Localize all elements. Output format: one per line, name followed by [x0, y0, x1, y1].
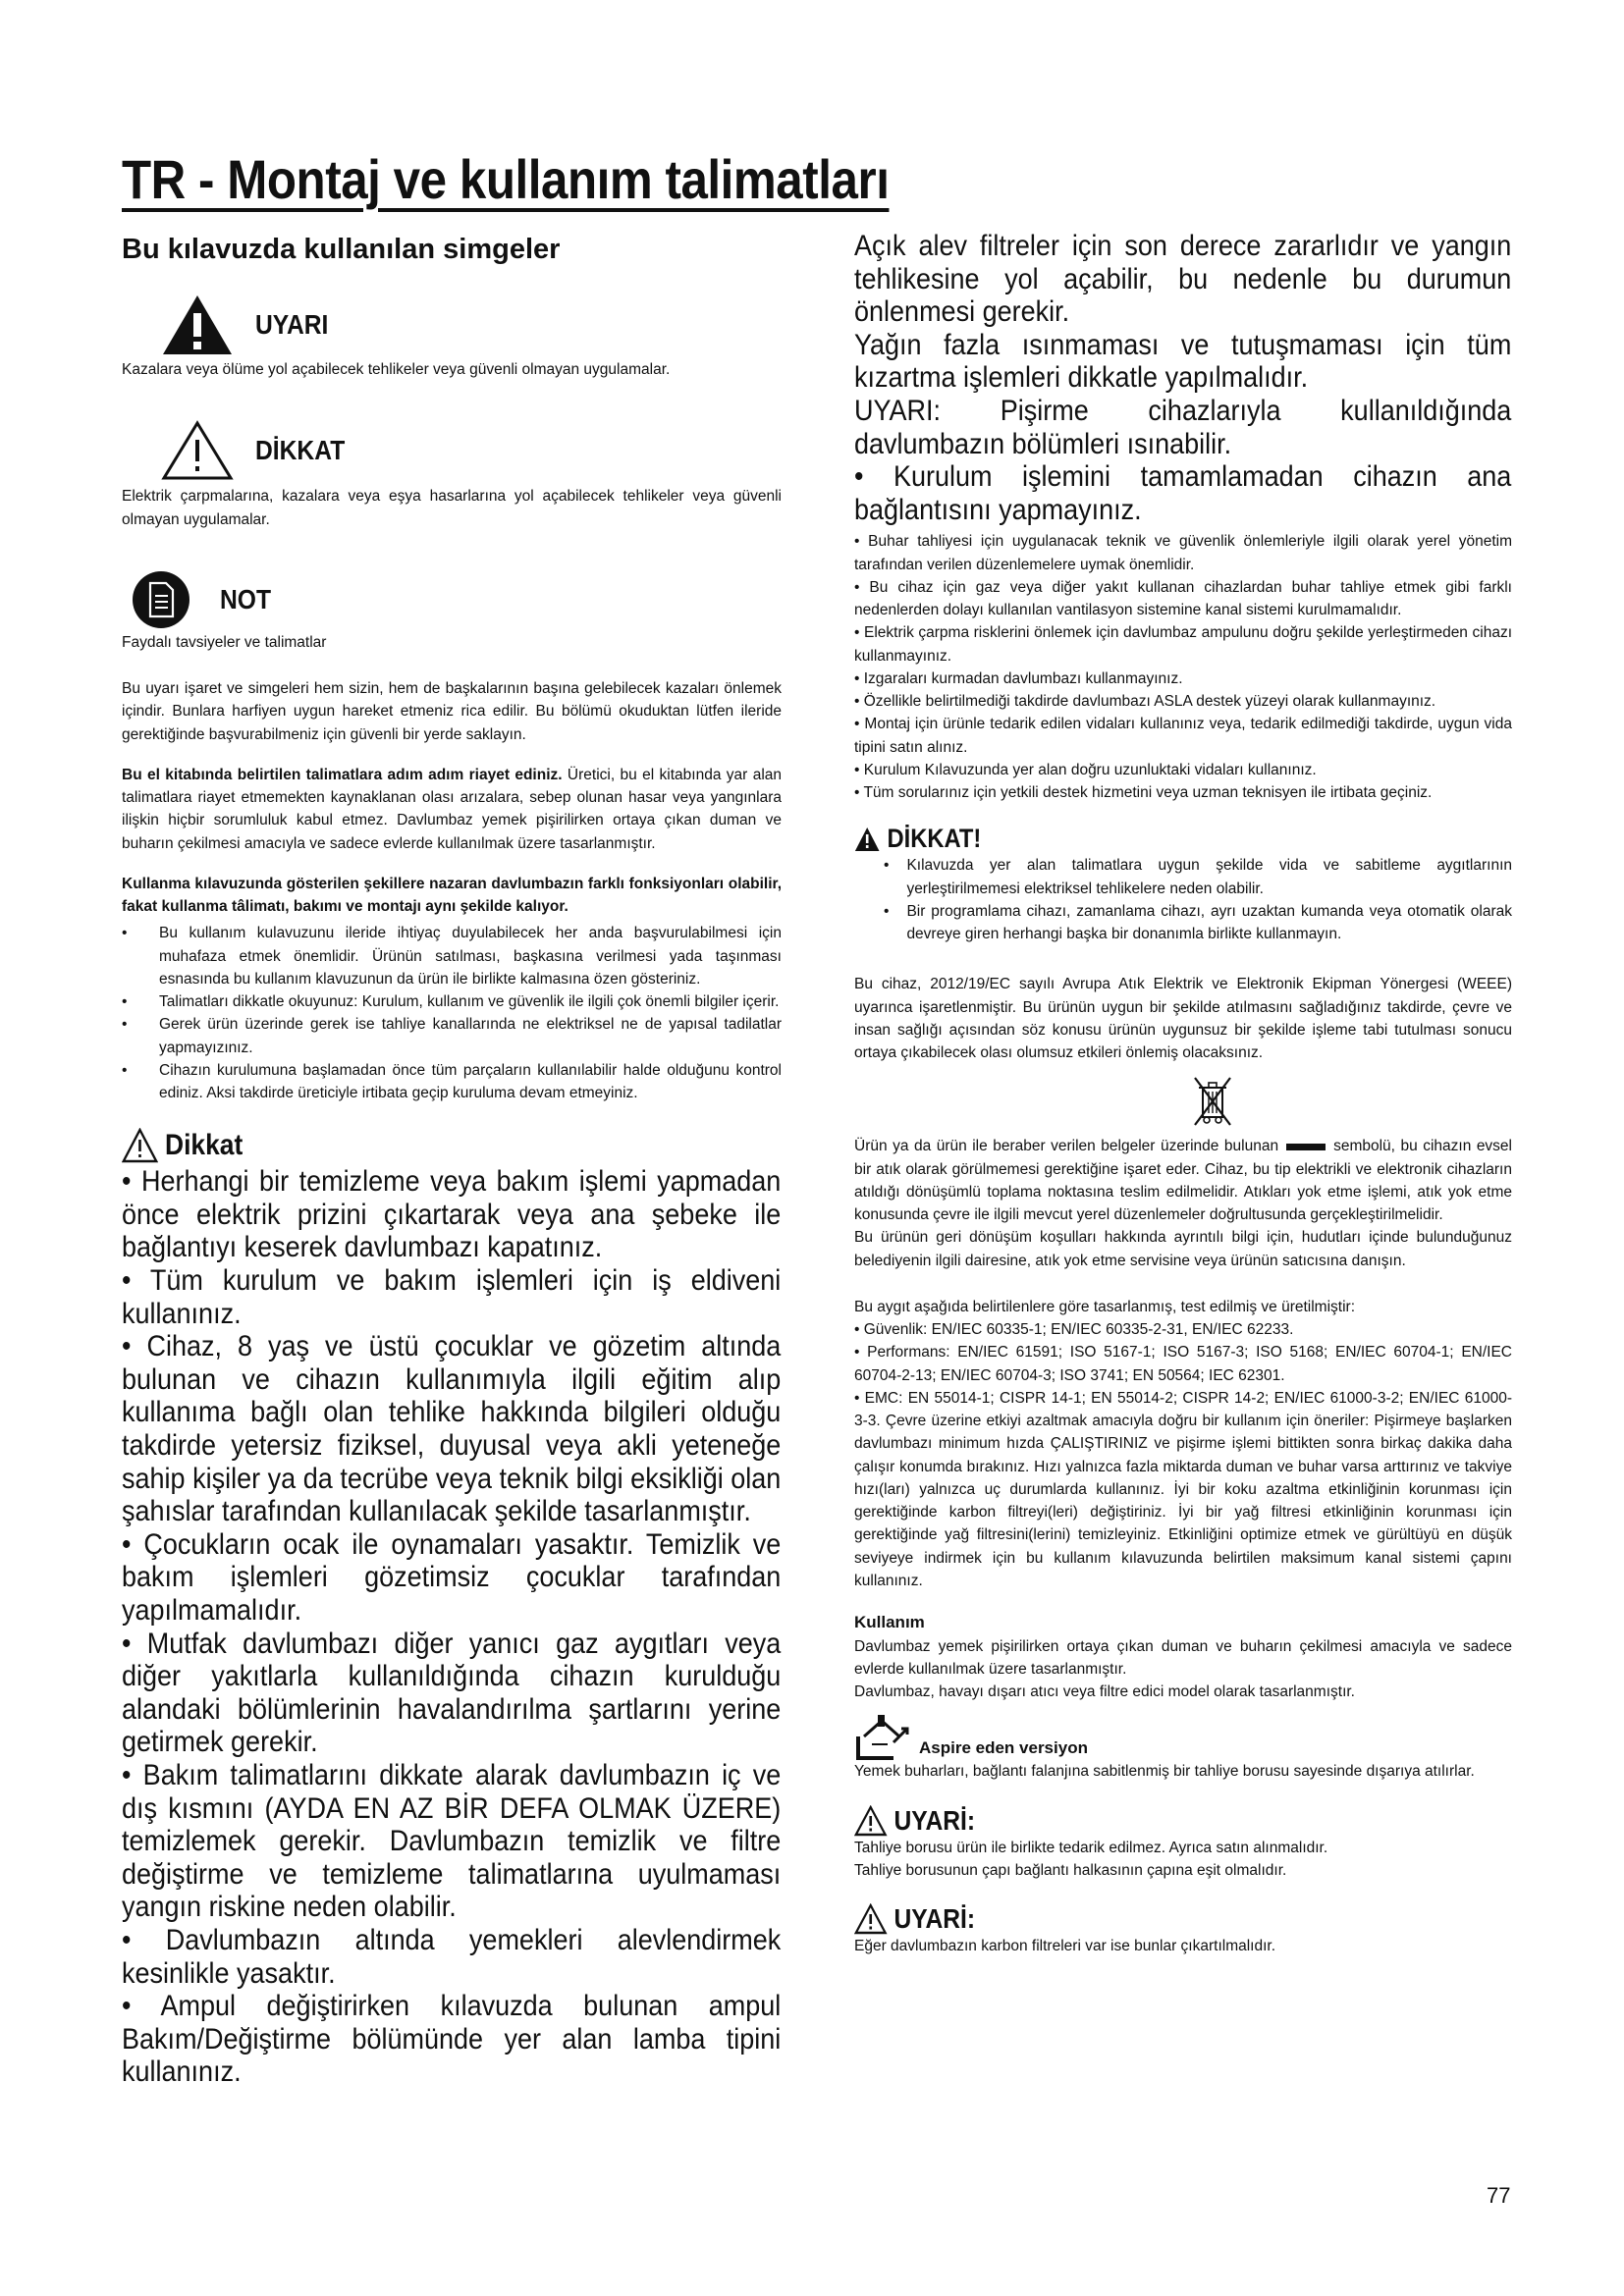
list-item: • Tüm sorularınız için yetkili destek hizmetini veya uzman teknisyen ile irtibata geçiniz. — [854, 784, 1433, 802]
list-item: • Özellikle belirtilmediği takdirde davlumbazı ASLA destek yüzeyi olarak kullanmayınız. — [854, 693, 1436, 711]
symbols-heading: Bu kılavuzda kullanılan simgeler — [122, 234, 561, 265]
ducted-hood-icon — [854, 1713, 913, 1760]
dikkat-title: Dikkat — [165, 1129, 244, 1162]
left-column — [122, 234, 782, 2089]
list-item: • Elektrik çarpma risklerini önlemek için davlumbaz ampulunu doğru şekilde yerleştirmeden cihazı kullanmayınız. — [854, 624, 1512, 665]
standards-item: • Güvenlik: EN/IEC 60335-1; EN/IEC 60335-2-31, EN/IEC 62233. — [854, 1321, 1294, 1339]
list-item: • Talimatları dikkatle okuyunuz: Kurulum, kullanım ve güvenlik ile ilgili çok önemli bilgiler içerir. — [122, 990, 782, 1013]
warning-symbol-row — [161, 294, 782, 356]
caution-label: DİKKAT — [255, 435, 346, 466]
fire-paragraph: UYARI: Pişirme cihazlarıyla kullanıldığında davlumbazın bölümleri ısınabilir. — [854, 394, 1512, 460]
uyari-1-line: Tahliye borusu ürün ile birlikte tedarik edilmez. Ayrıca satın alınmalıdır. — [854, 1839, 1328, 1856]
uyari-2-heading — [854, 1903, 1434, 1935]
bullet-dot: • — [122, 1061, 128, 1079]
dikkat-item: • Davlumbazın altında yemekleri alevlendirmek kesinlikle yasaktır. — [122, 1923, 782, 1990]
note-symbol-row — [132, 570, 782, 629]
list-item: • Bu kullanım kulavuzunu ileride ihtiyaç duyulabilecek her anda başvurulabilmesi için muhafaza etmek önemlidir. Ürünün satılması, başkasına verilmesi yada taşınması esnasında bu kullanım klavuzunun da ürün ile birlikte kalmasına özen gösteriniz. — [122, 922, 782, 990]
usage-title: Kullanım — [854, 1613, 925, 1632]
list-item: • Gerek ürün üzerinde gerek ise tahliye kanallarında ne elektriksel ne de yapısal tadilatlar yapmayızınız. — [122, 1013, 782, 1059]
weee-paragraph-1: Bu cihaz, 2012/19/EC sayılı Avrupa Atık Elektrik ve Elektronik Ekipman Yönergesi (WEEE) uyarınca işaretlenmiştir. Bu ürünün uygun bir şekilde atılmasını sağladığınız takdirde, çevre ve insan sağlığı açısından söz konusu ürünün uygunsuz bir şekilde işleme tabi tutulması sonucu ortaya çıkabilecek olası olumsuz etkileri önlemiş olacaksınız. — [854, 976, 1512, 1062]
intro-paragraph-3: Kullanma kılavuzunda gösterilen şekillere nazaran davlumbazın farklı fonksiyonları olabilir, fakat kullanma tâlimatı, bakımı ve montajı aynı şekilde kalıyor. — [122, 875, 782, 915]
weee-paragraph-3: Bu ürünün geri dönüşüm koşulları hakkında ayrıntılı bilgi için, hudutları içinde bulunduğunuz belediyenin ilgili dairesine, atık yok etme servisine veya ürünün satıcısına danışın. — [854, 1229, 1512, 1269]
list-item: • Montaj için ürünle tedarik edilen vidaları kullanınız veya, tedarik edilmediği takdirde, uygun vida tipini satın alınız. — [854, 716, 1512, 756]
uyari-1-line: Tahliye borusunun çapı bağlantı halkasının çapına eşit olmalıdır. — [854, 1861, 1287, 1879]
list-item: • Buhar tahliyesi için uygulanacak teknik ve güvenlik önlemleriyle ilgili olarak yerel yönetim tarafından verilen düzenlemelere uymak önemlidir. — [854, 533, 1512, 573]
bullet-dot: • — [122, 925, 128, 942]
intro-bullet-list — [122, 922, 782, 1104]
usage-paragraph-2: Davlumbaz, havayı dışarı atıcı veya filtre edici model olarak tasarlanmıştır. — [854, 1683, 1355, 1701]
fire-paragraph: Yağın fazla ısınmaması ve tutuşmaması için tüm kızartma işlemleri dikkatle yapılmalıdır. — [854, 328, 1512, 395]
caution-triangle-icon — [854, 1903, 887, 1935]
page-title: TR - Montaj ve kullanım talimatları — [122, 148, 890, 210]
dikkat-right-heading — [854, 824, 1434, 854]
dikkat-item: • Çocukların ocak ile oynamaları yasaktır. Temizlik ve bakım işlemleri gözetimsiz çocuklar tarafından yapılmamalıdır. — [122, 1527, 782, 1627]
dikkat-item: • Tüm kurulum ve bakım işlemleri için iş eldiveni kullanınız. — [122, 1264, 782, 1330]
warning-triangle-icon — [161, 294, 234, 356]
uyari-2-title: UYARİ: — [893, 1903, 976, 1935]
fire-safety-section — [854, 230, 1512, 526]
bullet-dot: • — [122, 993, 128, 1010]
uyari-1-heading — [854, 1805, 1434, 1837]
aspire-text: Yemek buharları, bağlantı falanjına sabitlenmiş bir tahliye borusu sayesinde dışarıya atılırlar. — [854, 1763, 1475, 1781]
caution-symbol-row — [161, 420, 782, 481]
usage-paragraph-1: Davlumbaz yemek pişirilirken ortaya çıkan duman ve buharın çekilmesi amacıyla ve sadece evlerde kullanılmak üzere tasarlanmıştır. — [854, 1637, 1512, 1678]
caution-triangle-icon — [122, 1128, 158, 1163]
note-text: Faydalı tavsiyeler ve talimatlar — [122, 633, 327, 651]
fire-paragraph: Açık alev filtreler için son derece zararlıdır ve yangın tehlikesine yol açabilir, bu nedenle bu durumun önlenmesi gerekir. — [854, 230, 1512, 329]
warning-triangle-icon — [854, 827, 880, 852]
bullet-dot: • — [884, 902, 890, 920]
fire-paragraph: • Kurulum işlemini tamamlamadan cihazın ana bağlantısını yapmayınız. — [854, 460, 1512, 526]
safety-notes-list — [854, 530, 1512, 804]
weee-black-bar-icon — [1286, 1144, 1326, 1150]
intro-paragraph-1: Bu uyarı işaret ve simgeleri hem sizin, hem de başkalarının başına gelebilecek kazaları önlemek içindir. Bunlara harfiyen uygun hareket etmeniz rica edilir. Bu bölümü okuduktan lütfen ileride gerektiğinde başvurabilmeniz için güvenli bir yerde saklayın. — [122, 680, 782, 743]
standards-intro: Bu aygıt aşağıda belirtilenlere göre tasarlanmış, test edilmiş ve üretilmiştir: — [854, 1298, 1355, 1315]
bullet-dot: • — [884, 857, 890, 875]
intro-paragraph-2-rest: Üretici, bu el kitabında yar alan talimatlara riayet etmemekten kaynaklanan olası arızalara, sebep olunan hasar veya yangınlara ilişkin hiçbir sorumluluk kabul etmez. Davlumbaz yemek pişirilirken ortaya çıkan duman ve buharın çekilmesi amacıyla ve sadece evlerde kullanılmak üzere tasarlanmıştır. — [122, 766, 782, 852]
dikkat-item: • Ampul değiştirirken kılavuzda bulunan ampul Bakım/Değiştirme bölümünde yer alan lamba tipini kullanınız. — [122, 1990, 782, 2089]
list-item: • Izgaraları kurmadan davlumbazı kullanmayınız. — [854, 669, 1183, 687]
list-item: • Bu cihaz için gaz veya diğer yakıt kullanan cihazlardan buhar tahliye etmek gibi farklı nedenlerden dolayı kullanılan vantilasyon sistemine kanal sistemi kurulmamalıdır. — [854, 578, 1512, 619]
aspire-title: Aspire eden versiyon — [919, 1737, 1088, 1757]
dikkat-item: • Herhangi bir temizleme veya bakım işlemi yapmadan önce elektrik prizini çıkartarak veya ana şebeke ile bağlantıyı keserek davlumbazı kapatınız. — [122, 1165, 782, 1264]
dikkat-list — [122, 1165, 782, 2089]
intro-paragraph-2-bold: Bu el kitabında belirtilen talimatlara adım adım riayet ediniz. — [122, 766, 563, 783]
caution-triangle-icon — [161, 420, 234, 481]
dikkat-item: • Mutfak davlumbazı diğer yanıcı gaz aygıtları veya diğer yakıtlarla kullanıldığında cihazın kurulduğu alandaki bölümlerinin havalandırılma şartlarını yerine getirmek gerekir. — [122, 1627, 782, 1759]
caution-text: Elektrik çarpmalarına, kazalara veya eşya hasarlarına yol açabilecek tehlikeler veya güvenli olmayan uygulamalar. — [122, 488, 782, 528]
list-item: • Cihazın kurulumuna başlamadan önce tüm parçaların kullanılabilir halde olduğunu kontrol ediniz. Aksi takdirde üreticiyle irtibata geçip kuruluma devam etmeyiniz. — [122, 1059, 782, 1105]
aspire-heading — [854, 1713, 1512, 1760]
caution-triangle-icon — [854, 1805, 887, 1837]
uyari-2-line: Eğer davlumbazın karbon filtreleri var ise bunlar çıkartılmalıdır. — [854, 1938, 1276, 1955]
standards-item: • Performans: EN/IEC 61591; ISO 5167-1; ISO 5167-3; ISO 5168; EN/IEC 60704-1; EN/IEC 60704-2-13; EN/IEC 60704-3; ISO 3741; EN 50564; IEC 62301. — [854, 1344, 1512, 1384]
weee-symbol — [913, 1074, 1512, 1131]
list-item: • Kurulum Kılavuzunda yer alan doğru uzunluktaki vidaları kullanınız. — [854, 761, 1317, 778]
uyari-1-title: UYARİ: — [893, 1804, 976, 1836]
warning-label: UYARI — [255, 309, 329, 340]
right-column — [854, 230, 1512, 1957]
page-number: 77 — [1487, 2183, 1511, 2208]
weee-paragraph-2: Ürün ya da ürün ile beraber verilen belgeler üzerinde bulunan sembolü, bu cihazın evsel bir atık olarak görülmemesi gerektiğine işaret eder. Cihaz, bu tip elektrikli ve elektronik cihazların atıldığı dönüşümlü toplama noktasına teslim edilmelidir. Atıkları yok etme işlemi, atık yok etme konusunda çevre ile ilgili mevcut yerel düzenlemeler doğrultusunda gerçekleştirilmelidir. — [854, 1138, 1512, 1224]
note-document-icon — [132, 570, 190, 629]
note-label: NOT — [220, 583, 272, 614]
dikkat-heading — [122, 1128, 702, 1163]
standards-item: • EMC: EN 55014-1; CISPR 14-1; EN 55014-2; CISPR 14-2; EN/IEC 61000-3-2; EN/IEC 61000-3-3. Çevre üzerine etkiyi azaltmak amacıyla doğru bir kullanım için öneriler: Pişirmeye başlarken davlumbazı minimum hızda ÇALIŞTIRINIZ ve pişirme işlemi bittikten sonra birkaç dakika daha çalışır konumda bırakınız. Hızı yalnızca fazla miktarda duman ve buhar varsa arttırınız ve takviye hızı(ları) yalnızca uç durumlarda kullanınız. İyi bir koku azaltma etkinliğinin korunması için gerektiğinde karbon filtreyi(leri) değiştiriniz. İyi bir yağ filtresi etkinliğinin korunması için gerektiğinde yağ filtresini(lerini) temizleyiniz. Etkinliğini optimize etmek ve gürültüyü en düşük seviyeye indirmek için bu kullanım kılavuzunda belirtilen maksimum kanal sistemi çapını kullanınız. — [854, 1389, 1512, 1589]
warning-text: Kazalara veya ölüme yol açabilecek tehlikeler veya güvenli olmayan uygulamalar. — [122, 361, 671, 378]
crossed-bin-icon — [1189, 1074, 1236, 1131]
list-item: • Kılavuzda yer alan talimatlara uygun şekilde vida ve sabitleme aygıtlarının yerleştirilmemesi elektriksel tehlikelere neden olabilir. — [884, 854, 1512, 900]
dikkat-item: • Cihaz, 8 yaş ve üstü çocuklar ve gözetim altında bulunan ve cihazın kullanımıyla ilgili eğitim alıp kullanıma bağlı olan tehlike hakkında bilgileri olduğu takdirde yetersiz fiziksel, duyusal veya akli yeteneğe sahip kişiler ya da tecrübe veya teknik bilgi eksikliği olan şahıslar tarafından kullanılacak şekilde tasarlanmıştır. — [122, 1330, 782, 1528]
intro-paragraph-2 — [122, 764, 782, 855]
dikkat-right-list — [854, 854, 1512, 945]
bullet-dot: • — [122, 1016, 128, 1034]
list-item: • Bir programlama cihazı, zamanlama cihazı, ayrı uzaktan kumanda veya otomatik olarak devreye giren herhangi başka bir donanımla birlikte kullanmayın. — [884, 900, 1512, 946]
dikkat-item: • Bakım talimatlarını dikkate alarak davlumbazın iç ve dış kısmını (AYDA EN AZ BİR DEFA OLMAK ÜZERE) temizlemek gerekir. Davlumbazın temizlik ve filtre değiştirme ve temizleme talimatlarına uyulmaması yangın riskine neden olabilir. — [122, 1758, 782, 1924]
dikkat-right-title: DİKKAT! — [887, 824, 982, 854]
